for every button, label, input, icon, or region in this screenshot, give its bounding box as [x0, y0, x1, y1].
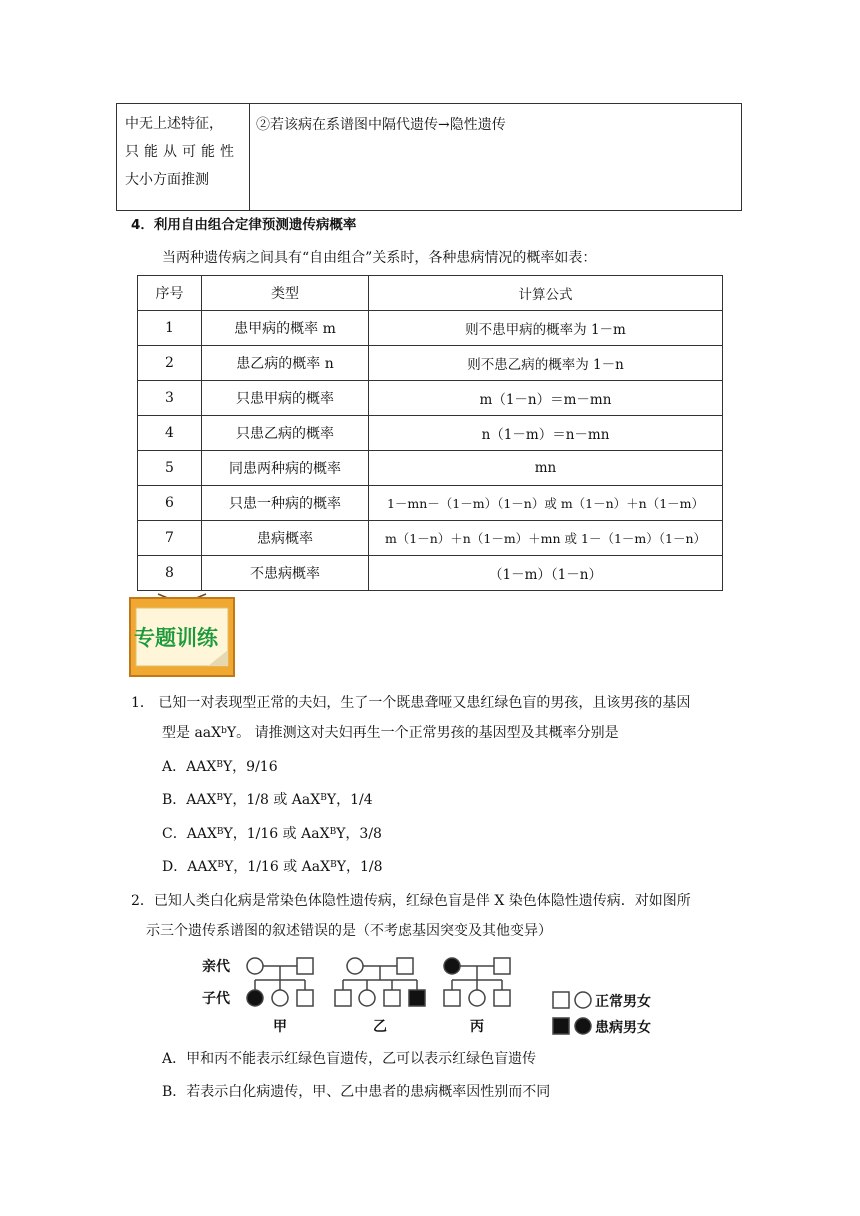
option-text: AAX: [187, 859, 218, 875]
q1-option-d[interactable]: [162, 857, 382, 877]
table-row: [138, 486, 723, 521]
option-letter: C．: [162, 826, 187, 842]
option-sup: B: [330, 860, 337, 870]
pedigree-figure: [195, 950, 675, 1042]
table-cell: mn: [369, 451, 723, 486]
q1-text: 型是 aaX: [162, 725, 222, 741]
option-text: AAX: [186, 759, 217, 775]
option-letter: B．: [162, 792, 187, 808]
top-table-right-cell: ②若该病在系谱图中隔代遗传→隐性遗传: [250, 104, 742, 211]
option-sup: B: [216, 793, 224, 803]
legend-normal-label: 正常男女: [595, 994, 651, 1010]
probability-table: [137, 275, 723, 591]
top-left-line: 中无上述特征，: [125, 116, 223, 132]
table-cell: m（1－n）＋n（1－m）＋mn 或 1－（1－m）（1－n）: [369, 521, 723, 556]
option-sup: B: [216, 760, 223, 770]
option-text: Y，1/4: [326, 792, 373, 808]
table-cell: m（1－n）＝m－mn: [369, 381, 723, 416]
table-row: [138, 451, 723, 486]
q2-option-a[interactable]: A．甲和丙不能表示红绿色盲遗传，乙可以表示红绿色盲遗传: [162, 1051, 537, 1067]
top-left-line: 只能从可能性: [125, 144, 239, 160]
topic-training-badge: [128, 590, 236, 678]
section-heading: 4．利用自由组合定律预测遗传病概率: [131, 217, 357, 233]
option-text: AaX: [301, 859, 331, 875]
pedigree-family-label: 丙: [470, 1019, 484, 1035]
table-cell: 不患病概率: [202, 556, 369, 591]
pedigree-family-label: 乙: [373, 1019, 387, 1035]
option-text: Y，1/16 或: [223, 826, 302, 842]
table-cell: 则不患乙病的概率为 1－n: [369, 346, 723, 381]
option-letter: D．: [162, 859, 188, 875]
option-text: Y，9/16: [222, 759, 278, 775]
option-text: AaX: [301, 826, 330, 842]
table-header-row: [138, 276, 723, 311]
top-left-line: 大小方面推测: [125, 172, 209, 188]
table-row: [138, 346, 723, 381]
table-row: [138, 381, 723, 416]
q1-text: Y。 请推测这对夫妇再生一个正常男孩的基因型及其概率分别是: [226, 725, 619, 741]
option-letter: A．: [162, 759, 187, 775]
table-cell: 2: [138, 346, 202, 381]
table-row: [138, 521, 723, 556]
option-sup: B: [216, 827, 224, 837]
q1-option-c[interactable]: [162, 824, 382, 844]
option-sup: B: [217, 860, 225, 870]
option-text: AAX: [186, 792, 217, 808]
table-cell: 1: [138, 311, 202, 346]
table-header: 序号: [138, 276, 202, 311]
option-text: Y，1/16 或: [224, 859, 302, 875]
section-intro: 当两种遗传病之间具有“自由组合”关系时，各种患病情况的概率如表：: [162, 250, 597, 266]
q2-line1: 2．已知人类白化病是常染色体隐性遗传病，红绿色盲是伴 X 染色体隐性遗传病．对如图所: [131, 893, 691, 909]
badge-label: 专题训练: [134, 626, 218, 650]
pedigree-row-label: 亲代: [202, 959, 230, 975]
option-text: Y，3/8: [336, 826, 382, 842]
table-cell: 则不患甲病的概率为 1－m: [369, 311, 723, 346]
table-cell: 患甲病的概率 m: [202, 311, 369, 346]
pedigree-family-label: 甲: [273, 1019, 287, 1035]
table-cell: 患病概率: [202, 521, 369, 556]
table-cell: 只患乙病的概率: [202, 416, 369, 451]
q1-option-b[interactable]: [162, 790, 373, 810]
table-cell: 6: [138, 486, 202, 521]
q1-option-a[interactable]: [162, 757, 278, 777]
table-row: [138, 416, 723, 451]
option-text: AaX: [291, 792, 321, 808]
table-cell: 4: [138, 416, 202, 451]
table-cell: 只患一种病的概率: [202, 486, 369, 521]
table-header: 类型: [202, 276, 369, 311]
top-table-left-cell: [117, 104, 250, 211]
table-header: 计算公式: [369, 276, 723, 311]
q1-line2: [162, 723, 619, 743]
table-cell: 3: [138, 381, 202, 416]
table-cell: 7: [138, 521, 202, 556]
option-text: AAX: [186, 826, 217, 842]
table-cell: 只患甲病的概率: [202, 381, 369, 416]
table-cell: 5: [138, 451, 202, 486]
table-cell: 8: [138, 556, 202, 591]
table-row: [138, 556, 723, 591]
q1-superscript: b: [221, 726, 227, 736]
table-cell: n（1－m）＝n－mn: [369, 416, 723, 451]
table-cell: （1－m）（1－n）: [369, 556, 723, 591]
option-text: Y，1/8 或: [223, 792, 292, 808]
option-sup: B: [320, 793, 327, 803]
table-cell: 同患两种病的概率: [202, 451, 369, 486]
q2-option-b[interactable]: B．若表示白化病遗传，甲、乙中患者的患病概率因性别而不同: [162, 1084, 551, 1100]
top-table: [116, 103, 742, 211]
q1-line1: 1． 已知一对表现型正常的夫妇，生了一个既患聋哑又患红绿色盲的男孩，且该男孩的基因: [131, 695, 691, 711]
option-text: Y，1/8: [336, 859, 383, 875]
legend-affected-label: 患病男女: [595, 1020, 651, 1036]
q2-line2: 示三个遗传系谱图的叙述错误的是（不考虑基因突变及其他变异）: [146, 923, 552, 939]
table-cell: 患乙病的概率 n: [202, 346, 369, 381]
pedigree-row-label: 子代: [202, 991, 230, 1007]
table-row: [138, 311, 723, 346]
table-cell: 1－mn－（1－m）（1－n）或 m（1－n）＋n（1－m）: [369, 486, 723, 521]
option-sup: B: [329, 827, 337, 837]
